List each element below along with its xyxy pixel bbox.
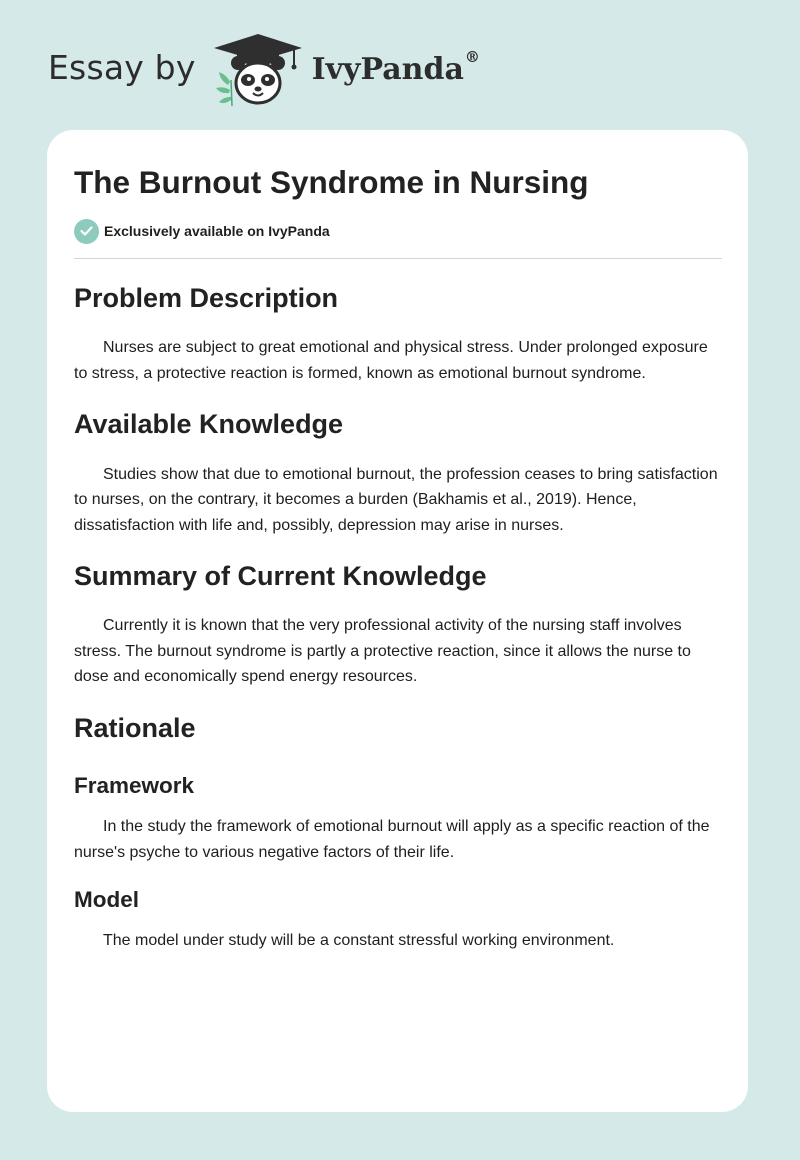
registered-mark: ® — [464, 47, 480, 66]
subsection-paragraph-framework: In the study the framework of emotional burnout will apply as a specific reaction of the nurse's psyche to various negative factors of their life. — [74, 818, 710, 861]
subsection-paragraph-model: The model under study will be a constant stressful working environment. — [103, 932, 615, 950]
exclusive-badge-row — [74, 219, 722, 259]
section-paragraph-problem-description: Nurses are subject to great emotional and physical stress. Under prolonged exposure to stress, a protective reaction is formed, known as emotional burnout syndrome. — [74, 339, 708, 382]
exclusive-label: Exclusively available on IvyPanda — [104, 223, 330, 240]
subsection-heading-framework: Framework — [74, 773, 195, 799]
check-icon — [74, 219, 99, 244]
section-paragraph-available-knowledge: Studies show that due to emotional burnout, the profession ceases to bring satisfaction to nurses, on the contrary, it becomes a burden (Bakhamis et al., 2019). Hence, dissatisfaction with life and, possibly, depression may arise in nurses. — [74, 465, 718, 534]
section-heading-problem-description: Problem Description — [74, 282, 339, 313]
brand-header — [48, 30, 480, 110]
page-title: The Burnout Syndrome in Nursing — [74, 164, 589, 200]
section-heading-rationale: Rationale — [74, 712, 196, 743]
subsection-heading-model: Model — [74, 887, 139, 913]
essay-by-label: Essay by — [48, 47, 196, 87]
essay-card — [47, 130, 748, 1112]
section-paragraph-summary-of-current-knowledge: Currently it is known that the very professional activity of the nursing staff involves stress. The burnout syndrome is partly a protective reaction, since it allows the nurse to dose and economically spend energy resources. — [74, 617, 691, 686]
section-heading-available-knowledge: Available Knowledge — [74, 409, 344, 440]
brand-name: IvyPanda® — [311, 47, 480, 87]
panda-graduate-icon — [210, 30, 306, 110]
section-heading-summary-of-current-knowledge: Summary of Current Knowledge — [74, 561, 487, 592]
